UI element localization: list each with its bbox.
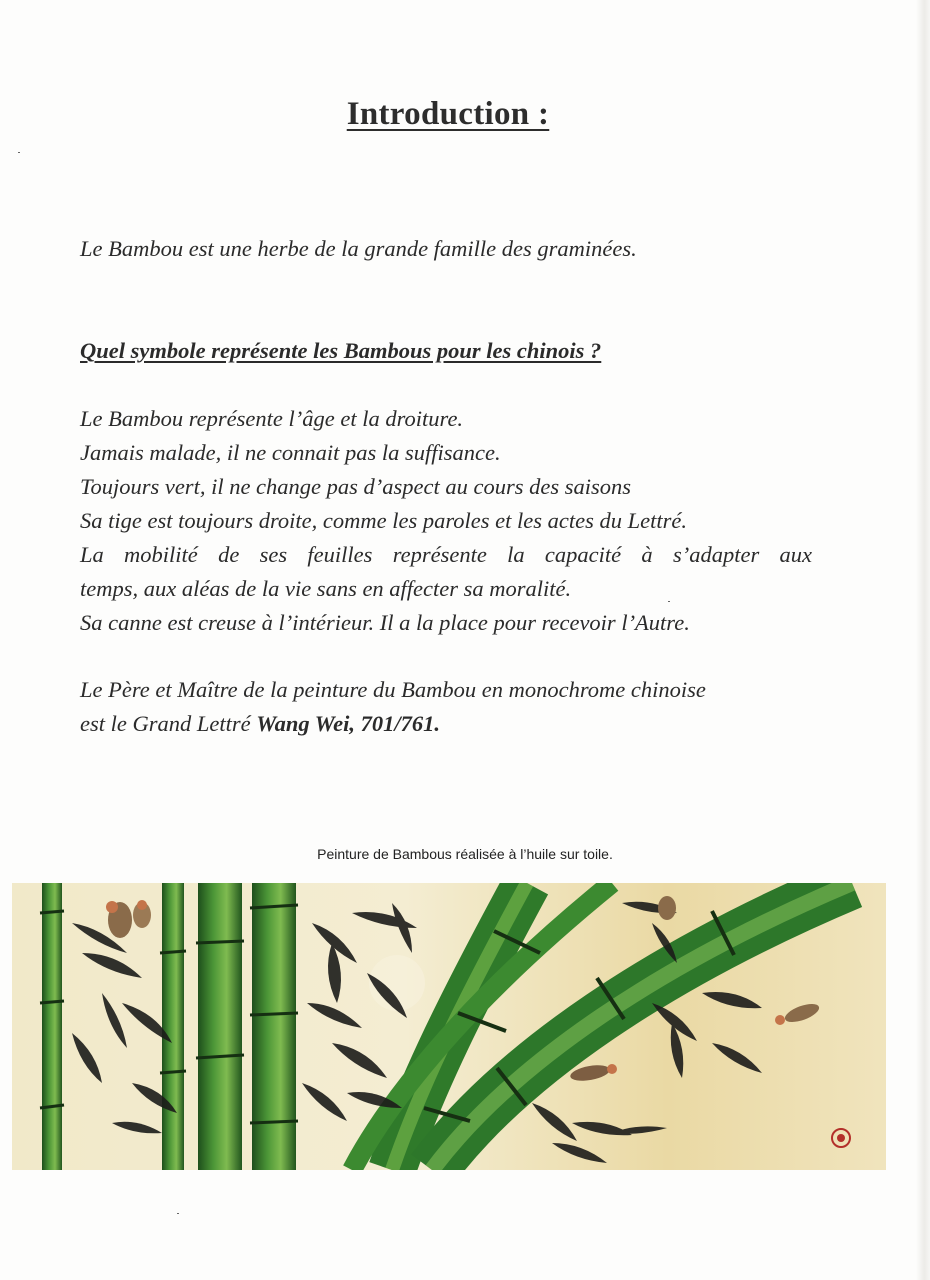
symbolism-line: temps, aux aléas de la vie sans en affecter sa moralité.: [80, 576, 572, 601]
symbolism-line: Toujours vert, il ne change pas d’aspect au cours des saisons: [80, 474, 632, 499]
page-title: Introduction :: [346, 96, 550, 132]
page-edge-shadow: [916, 0, 930, 1280]
master-line: [80, 711, 440, 737]
scan-speck: [668, 601, 670, 602]
bamboo-painting: [12, 883, 886, 1170]
symbolism-line: Sa tige est toujours droite, comme les paroles et les actes du Lettré.: [80, 508, 687, 533]
master-line: Le Père et Maître de la peinture du Bambou en monochrome chinoise: [80, 677, 706, 702]
symbolism-line: Sa canne est creuse à l’intérieur. Il a la place pour recevoir l’Autre.: [80, 610, 690, 635]
scan-speck: [18, 152, 20, 153]
master-line-prefix: est le Grand Lettré: [80, 711, 257, 736]
painting-caption: Peinture de Bambous réalisée à l’huile sur toile.: [317, 846, 613, 862]
master-name: Wang Wei, 701/761.: [256, 711, 441, 736]
question-heading: Quel symbole représente les Bambous pour les chinois ?: [80, 338, 602, 363]
scan-speck: [177, 1213, 179, 1214]
symbolism-line: Le Bambou représente l’âge et la droiture.: [80, 406, 464, 431]
symbolism-line: La mobilité de ses feuilles représente la capacité à s’adapter aux: [80, 542, 812, 567]
symbolism-line: Jamais malade, il ne connait pas la suffisance.: [80, 440, 501, 465]
intro-text: Le Bambou est une herbe de la grande famille des graminées.: [80, 236, 637, 261]
